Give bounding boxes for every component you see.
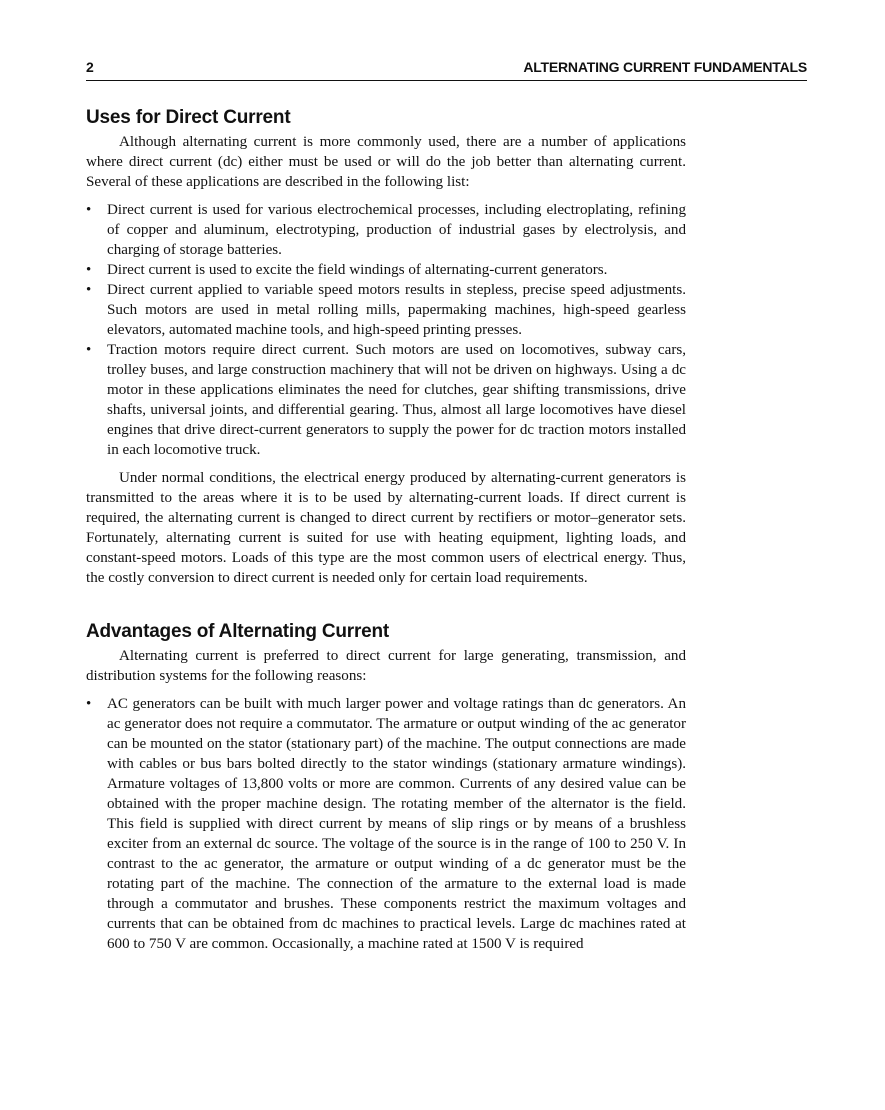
page-body — [86, 106, 686, 962]
list-item — [86, 200, 686, 260]
running-title: ALTERNATING CURRENT FUNDAMENTALS — [523, 59, 807, 75]
bullet-list — [86, 200, 686, 460]
section-heading: Uses for Direct Current — [86, 107, 291, 128]
list-item-text: Traction motors require direct current. Such motors are used on locomotives, subway cars, trolley buses, and large construction machinery that will not be driven on highways. Using a dc motor in these applications eliminates the need for clutches, gear shifting transmissions, drive shafts, universal joints, and differential gearing. Thus, almost all large locomotives have diesel engines that drive direct-current generators to supply the power for dc traction motors installed in each locomotive truck. — [107, 342, 686, 458]
section-uses-for-direct-current — [86, 106, 686, 588]
list-item — [86, 260, 686, 280]
list-item — [86, 340, 686, 460]
intro-paragraph: Although alternating current is more commonly used, there are a number of applications where direct current (dc) either must be used or will do the job better than alternating current. Several of these applications are described in the following list: — [86, 134, 686, 190]
bullet-list — [86, 694, 686, 954]
section-advantages-of-alternating-current — [86, 620, 686, 954]
list-item-text: Direct current is used to excite the field windings of alternating-current generators. — [107, 262, 608, 278]
bullet-icon: • — [86, 282, 92, 298]
list-item-text: Direct current is used for various electrochemical processes, including electroplating, refining of copper and aluminum, electrotyping, production of industrial gases by electrolysis, and charging of storage batteries. — [107, 202, 686, 258]
bullet-icon: • — [86, 202, 92, 218]
list-item — [86, 694, 686, 954]
closing-paragraph: Under normal conditions, the electrical energy produced by alternating-current generators is transmitted to the areas where it is to be used by alternating-current loads. If direct current is required, the alternating current is changed to direct current by rectifiers or motor–generator sets. Fortunately, alternating current is suited for use with heating equipment, lighting loads, and constant-speed motors. Loads of this type are the most common users of electrical energy. Thus, the costly conversion to direct current is needed only for certain load requirements. — [86, 470, 686, 586]
list-item-text: AC generators can be built with much larger power and voltage ratings than dc generators. An ac generator does not require a commutator. The armature or output winding of the ac generator can be mounted on the stator (stationary part) of the machine. The output connections are made with cables or bus bars bolted directly to the stator windings (stationary armature windings). Armature voltages of 13,800 volts or more are common. Currents of any desired value can be obtained with the proper machine design. The rotating member of the alternator is the field. This field is supplied with direct current by means of slip rings or by means of a brushless exciter from an external dc source. The voltage of the source is in the range of 100 to 250 V. In contrast to the ac generator, the armature or output winding of a dc generator must be the rotating part of the machine. The connection of the armature to the external load is made through a commutator and brushes. These components restrict the maximum voltages and currents that can be obtained from dc machines to practical levels. Large dc machines rated at 600 to 750 V are common. Occasionally, a machine rated at 1500 V is required — [107, 696, 686, 952]
page-number: 2 — [86, 59, 94, 75]
list-item-text: Direct current applied to variable speed motors results in stepless, precise speed adjustments. Such motors are used in metal rolling mills, papermaking machines, high-speed gearless elevators, automated machine tools, and high-speed printing presses. — [107, 282, 686, 338]
intro-paragraph: Alternating current is preferred to direct current for large generating, transmission, and distribution systems for the following reasons: — [86, 648, 686, 684]
page-header — [86, 58, 807, 81]
bullet-icon: • — [86, 262, 92, 278]
section-heading: Advantages of Alternating Current — [86, 621, 390, 642]
bullet-icon: • — [86, 696, 92, 712]
bullet-icon: • — [86, 342, 92, 358]
list-item — [86, 280, 686, 340]
